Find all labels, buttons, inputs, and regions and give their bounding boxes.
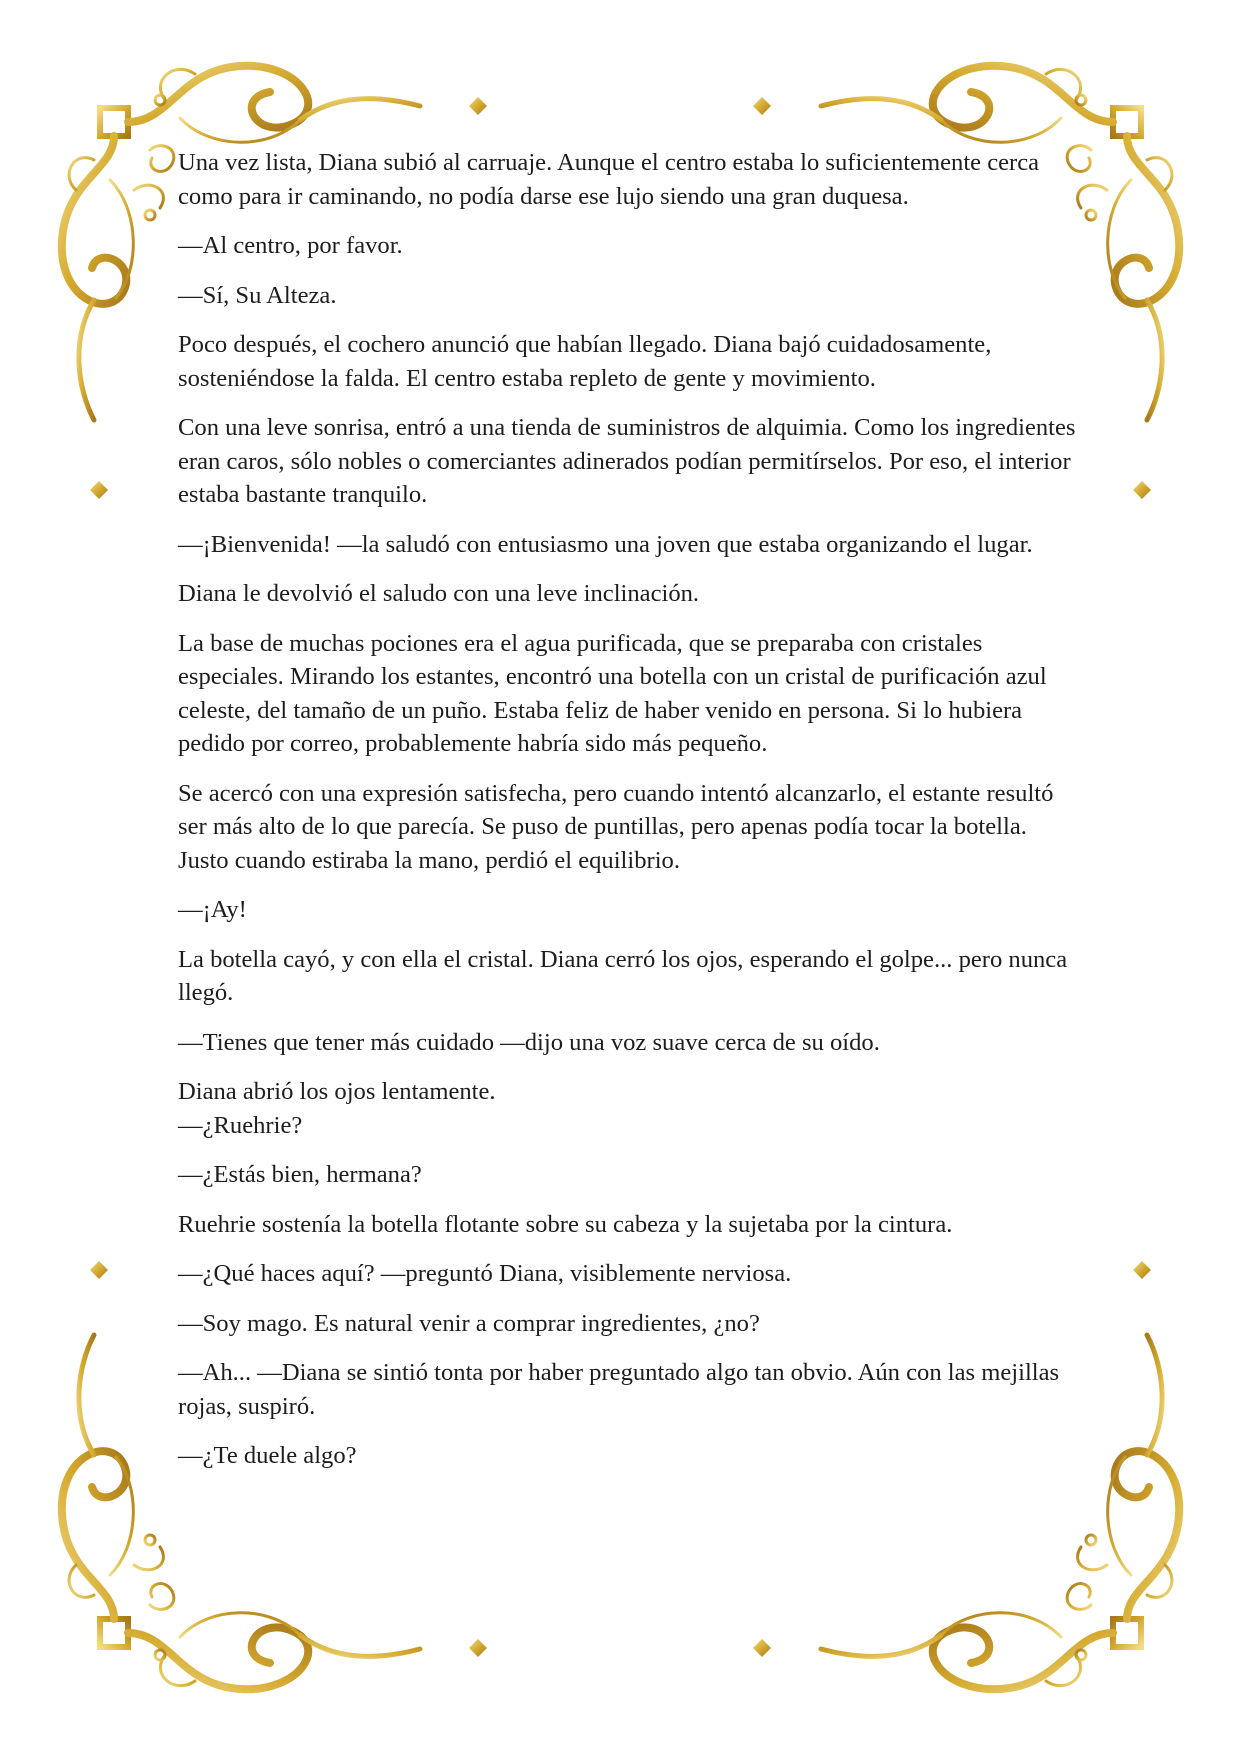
paragraph: —Ah... —Diana se sintió tonta por haber preguntado algo tan obvio. Aún con las mejillas rojas, suspiró. [178, 1359, 1060, 1420]
paragraph: Diana le devolvió el saludo con una leve inclinación. [178, 580, 700, 607]
paragraph: —¿Estás bien, hermana? [178, 1161, 422, 1188]
paragraph: La base de muchas pociones era el agua purificada, que se preparaba con cristales especiales. Mirando los estantes, encontró una botella con un cristal de purificación azul celeste, del tamaño de un puño. Estaba feliz de haber venido en persona. Si lo hubiera pedido por correo, probablemente habría sido más pequeño. [178, 629, 1047, 757]
paragraph: Con una leve sonrisa, entró a una tienda de suministros de alquimia. Como los ingredientes eran caros, sólo nobles o comerciantes adinerados podían permitírselos. Por eso, el interior estaba bastante tranquilo. [178, 414, 1076, 508]
story-text [178, 146, 1078, 1489]
paragraph: —¿Te duele algo? [178, 1442, 357, 1469]
paragraph: Poco después, el cochero anunció que habían llegado. Diana bajó cuidadosamente, sosteniéndose la falda. El centro estaba repleto de gente y movimiento. [178, 331, 992, 392]
paragraph: La botella cayó, y con ella el cristal. Diana cerró los ojos, esperando el golpe... pero nunca llegó. [178, 945, 1068, 1006]
paragraph: —¡Bienvenida! —la saludó con entusiasmo una joven que estaba organizando el lugar. [178, 530, 1033, 558]
paragraph: Diana abrió los ojos lentamente. [178, 1078, 496, 1105]
paragraph: —Al centro, por favor. [178, 232, 403, 259]
paragraph: Se acercó con una expresión satisfecha, pero cuando intentó alcanzarlo, el estante resultó ser más alto de lo que parecía. Se puso de puntillas, pero apenas podía tocar la botella. Justo cuando estiraba la mano, perdió el equilibrio. [178, 779, 1054, 874]
paragraph: —Tienes que tener más cuidado —dijo una voz suave cerca de su oído. [178, 1028, 880, 1056]
paragraph: Una vez lista, Diana subió al carruaje. Aunque el centro estaba lo suficientemente cerca como para ir caminando, no podía darse ese lujo siendo una gran duquesa. [178, 149, 1040, 210]
paragraph: Ruehrie sostenía la botella flotante sobre su cabeza y la sujetaba por la cintura. [178, 1210, 953, 1238]
paragraph: —¡Ay! [178, 896, 247, 923]
paragraph: —¿Ruehrie? [178, 1111, 303, 1139]
paragraph: —¿Qué haces aquí? —preguntó Diana, visiblemente nerviosa. [178, 1260, 792, 1287]
paragraph: —Sí, Su Alteza. [178, 281, 337, 309]
paragraph: —Soy mago. Es natural venir a comprar ingredientes, ¿no? [178, 1309, 760, 1337]
